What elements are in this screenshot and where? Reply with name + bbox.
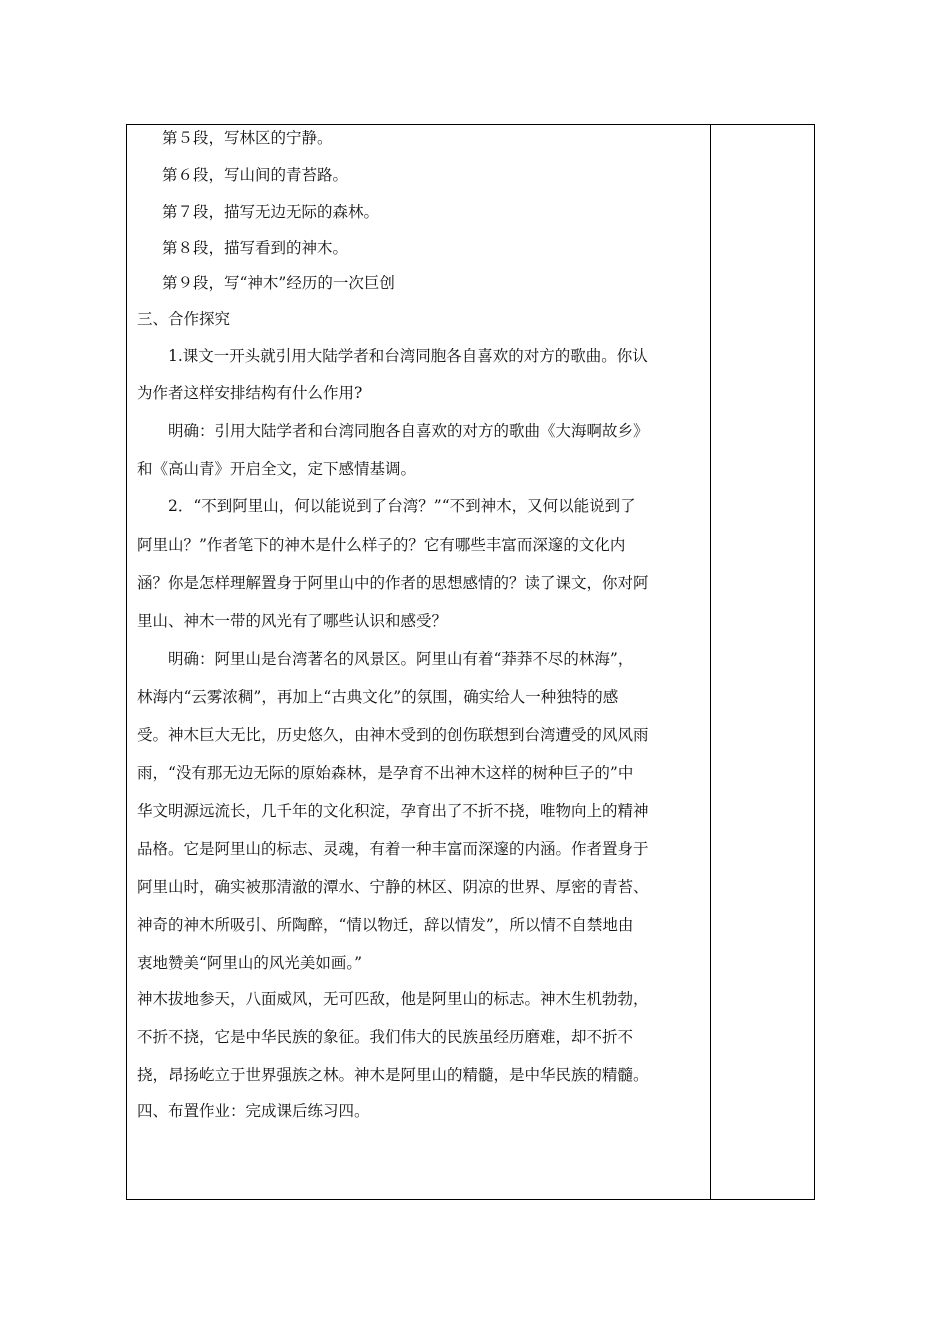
answer-2-line: 神奇的神木所吸引、所陶醉，“情以物迁，辞以情发”，所以情不自禁地由	[137, 916, 634, 934]
summary-paragraph-line: 不折不挠，它是中华民族的象征。我们伟大的民族虽经历磨难，却不折不	[137, 1028, 634, 1046]
answer-2-line: 阿里山时，确实被那清澈的潭水、宁静的林区、阴凉的世界、厚密的青苔、	[137, 878, 649, 896]
answer-2-line: 雨，“没有那无边无际的原始森林，是孕育不出神木这样的树种巨子的”中	[137, 764, 634, 782]
notes-cell	[711, 125, 814, 1199]
summary-paragraph-line: 挠，昂扬屹立于世界强族之林。神木是阿里山的精髓，是中华民族的精髓。	[137, 1066, 649, 1084]
summary-paragraph-line: 神木拔地参天，八面威风，无可匹敌，他是阿里山的标志。神木生机勃勃，	[137, 990, 649, 1008]
paragraph-summary-8: 第８段，描写看到的神木。	[162, 239, 349, 257]
lesson-plan-table	[126, 124, 815, 1200]
question-2-line: 里山、神木一带的风光有了哪些认识和感受？	[137, 612, 448, 630]
section-heading-homework: 四、布置作业：完成课后练习四。	[137, 1102, 370, 1120]
question-2-line: 2．“不到阿里山，何以能说到了台湾？”“不到神木，又何以能说到了	[168, 497, 636, 515]
question-2-line: 涵？你是怎样理解置身于阿里山中的作者的思想感情的？读了课文，你对阿	[137, 574, 649, 592]
question-1-line: 1.课文一开头就引用大陆学者和台湾同胞各自喜欢的对方的歌曲。你认	[168, 347, 648, 365]
answer-1-line: 明确：引用大陆学者和台湾同胞各自喜欢的对方的歌曲《大海啊故乡》	[168, 422, 649, 440]
answer-1-line: 和《高山青》开启全文，定下感情基调。	[137, 460, 417, 478]
answer-2-line: 品格。它是阿里山的标志、灵魂，有着一种丰富而深邃的内涵。作者置身于	[137, 840, 649, 858]
question-2-line: 阿里山？”作者笔下的神木是什么样子的？它有哪些丰富而深邃的文化内	[137, 536, 626, 554]
paragraph-summary-5: 第５段，写林区的宁静。	[162, 129, 333, 147]
answer-2-line: 华文明源远流长，几千年的文化积淀，孕育出了不折不挠，唯物向上的精神	[137, 802, 649, 820]
answer-2-line: 受。神木巨大无比，历史悠久，由神木受到的创伤联想到台湾遭受的风风雨	[137, 726, 649, 744]
question-1-line: 为作者这样安排结构有什么作用?	[137, 384, 363, 402]
answer-2-line: 衷地赞美“阿里山的风光美如画。”	[137, 954, 363, 972]
answer-2-line: 林海内“云雾浓稠”，再加上“古典文化”的氛围，确实给人一种独特的感	[137, 688, 619, 706]
paragraph-summary-7: 第７段，描写无边无际的森林。	[162, 203, 380, 221]
paragraph-summary-6: 第６段，写山间的青苔路。	[162, 166, 349, 184]
paragraph-summary-9: 第９段，写“神木”经历的一次巨创	[162, 274, 395, 292]
answer-2-line: 明确：阿里山是台湾著名的风景区。阿里山有着“莽莽不尽的林海”，	[168, 650, 634, 668]
section-heading-cooperative-inquiry: 三、合作探究	[137, 310, 231, 328]
